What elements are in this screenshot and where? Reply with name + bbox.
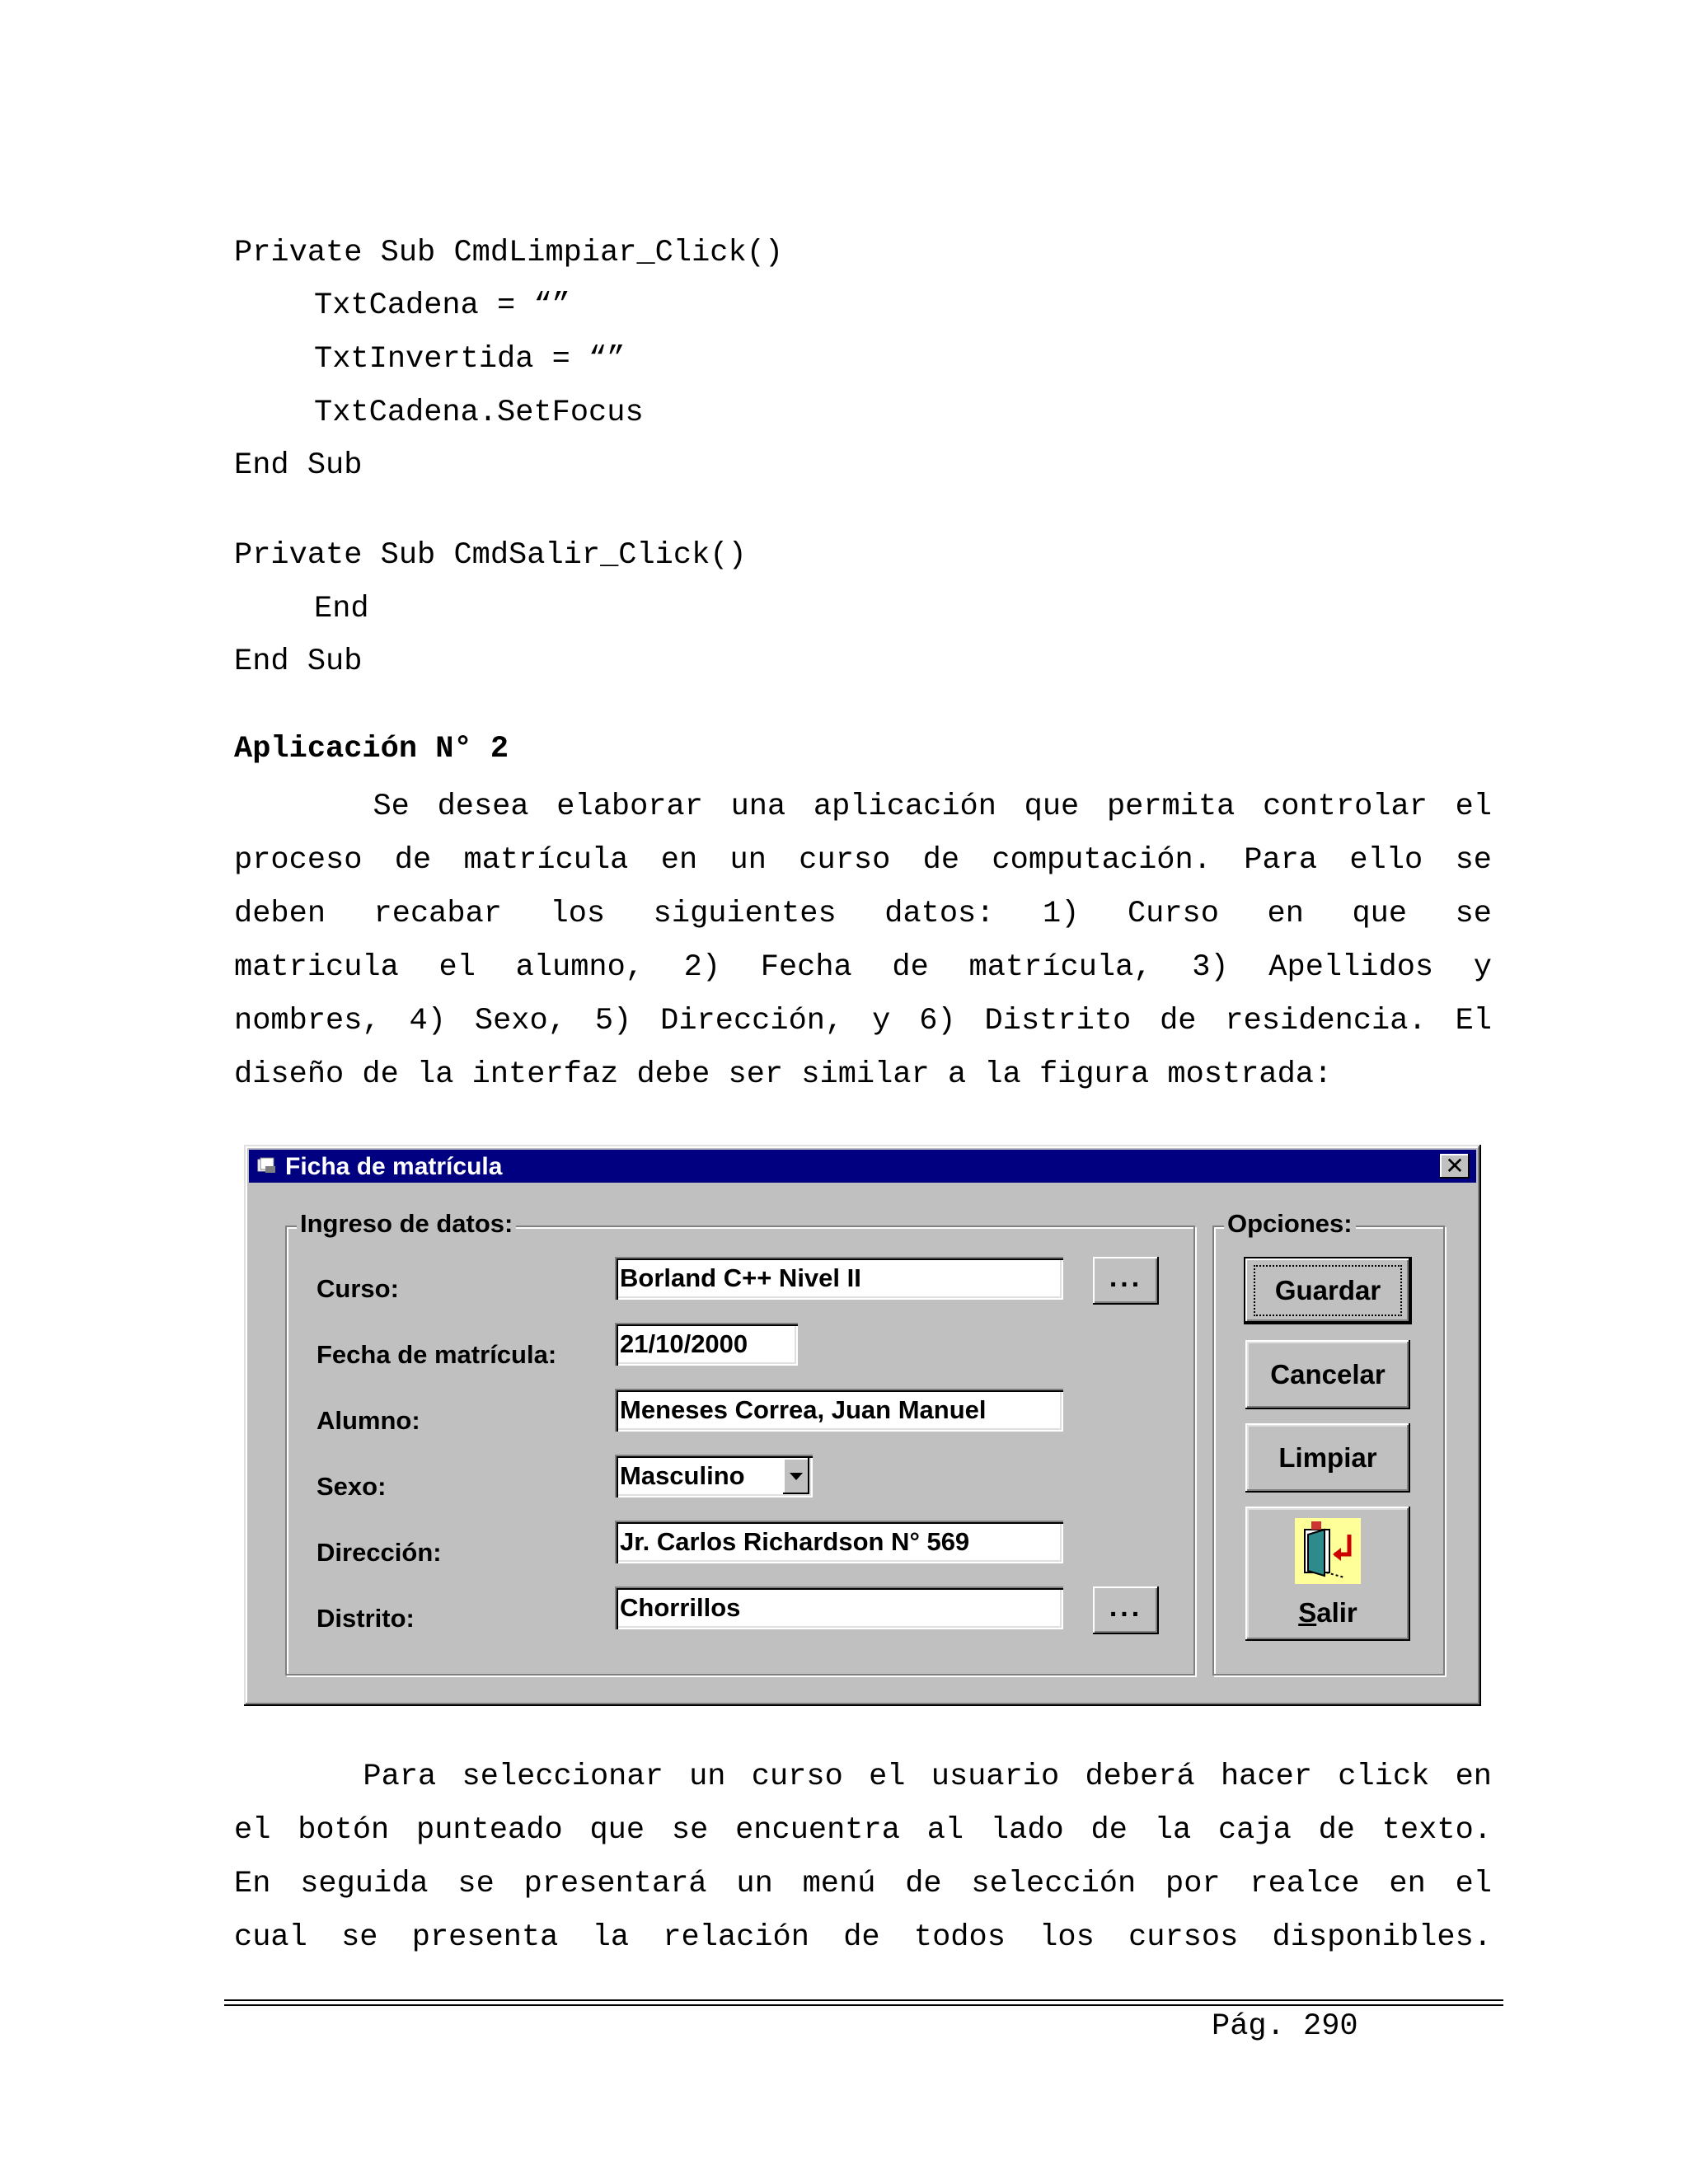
text-line: nombres, 4) Sexo, 5) Dirección, y 6) Distrito de residencia. El: [234, 1004, 1492, 1038]
distrito-browse-button[interactable]: ...: [1093, 1586, 1159, 1634]
sexo-selected: Masculino: [620, 1461, 745, 1490]
focus-ring: [1254, 1265, 1402, 1316]
text-line: diseño de la interfaz debe ser similar a la figura mostrada:: [234, 1057, 1333, 1092]
ficha-matricula-window: [244, 1145, 1481, 1706]
code-line: End Sub: [234, 644, 363, 679]
direccion-label: Dirección:: [316, 1538, 442, 1567]
direccion-field[interactable]: Jr. Carlos Richardson N° 569: [615, 1521, 1063, 1563]
exit-door-icon: [1295, 1518, 1361, 1584]
fecha-label: Fecha de matrícula:: [316, 1340, 557, 1369]
salir-label: Salir: [1298, 1597, 1357, 1628]
chevron-down-icon[interactable]: [783, 1458, 809, 1494]
text-line: Se desea elaborar una aplicación que permita controlar el: [234, 790, 1492, 824]
footer-rule: [224, 2004, 1503, 2006]
page-number: Pág. 290: [1212, 2009, 1358, 2044]
distrito-label: Distrito:: [316, 1604, 415, 1633]
text-line: cual se presenta la relación de todos los cursos disponibles.: [234, 1920, 1492, 1955]
window-title: Ficha de matrícula: [285, 1153, 503, 1180]
curso-field[interactable]: Borland C++ Nivel II: [615, 1257, 1063, 1300]
code-line: TxtCadena.SetFocus: [314, 396, 644, 430]
cancelar-button[interactable]: [1245, 1340, 1410, 1409]
paragraph-intro: [234, 780, 1492, 1102]
limpiar-label: Limpiar: [1278, 1442, 1377, 1473]
distrito-field[interactable]: Chorrillos: [615, 1586, 1063, 1629]
code-line: TxtCadena = “”: [314, 288, 570, 323]
limpiar-button[interactable]: [1245, 1423, 1410, 1493]
text-line: matricula el alumno, 2) Fecha de matrícula, 3) Apellidos y: [234, 950, 1492, 985]
cancelar-label: Cancelar: [1270, 1359, 1386, 1390]
curso-browse-button[interactable]: ...: [1093, 1257, 1159, 1305]
text-line: Para seleccionar un curso el usuario deberá hacer click en: [234, 1760, 1492, 1794]
guardar-button[interactable]: [1245, 1258, 1410, 1323]
close-icon: ✕: [1445, 1153, 1465, 1179]
sexo-combo[interactable]: [615, 1455, 813, 1497]
alumno-label: Alumno:: [316, 1406, 420, 1435]
title-bar[interactable]: [249, 1150, 1476, 1183]
paragraph-followup: [234, 1750, 1492, 1965]
code-line: Private Sub CmdSalir_Click(): [234, 538, 747, 573]
sexo-label: Sexo:: [316, 1472, 387, 1501]
code-line: TxtInvertida = “”: [314, 342, 626, 377]
section-heading: Aplicación N° 2: [234, 732, 509, 766]
text-line: el botón punteado que se encuentra al lado de la caja de texto.: [234, 1813, 1492, 1848]
code-line: End: [314, 592, 369, 626]
code-line: End Sub: [234, 448, 363, 483]
group-title: Opciones:: [1224, 1209, 1356, 1239]
group-title: Ingreso de datos:: [297, 1209, 516, 1239]
footer-rule: [224, 1999, 1503, 2001]
guardar-label: Guardar: [1274, 1275, 1381, 1305]
app-icon: [257, 1156, 277, 1174]
text-line: proceso de matrícula en un curso de computación. Para ello se: [234, 843, 1492, 878]
alumno-field[interactable]: Meneses Correa, Juan Manuel: [615, 1389, 1063, 1432]
fecha-field[interactable]: 21/10/2000: [615, 1323, 798, 1366]
salir-button[interactable]: [1245, 1507, 1410, 1641]
code-line: Private Sub CmdLimpiar_Click(): [234, 236, 784, 270]
close-button[interactable]: [1440, 1154, 1470, 1179]
text-line: deben recabar los siguientes datos: 1) Curso en que se: [234, 897, 1492, 931]
text-line: En seguida se presentará un menú de selección por realce en el: [234, 1867, 1492, 1901]
curso-label: Curso:: [316, 1274, 399, 1303]
